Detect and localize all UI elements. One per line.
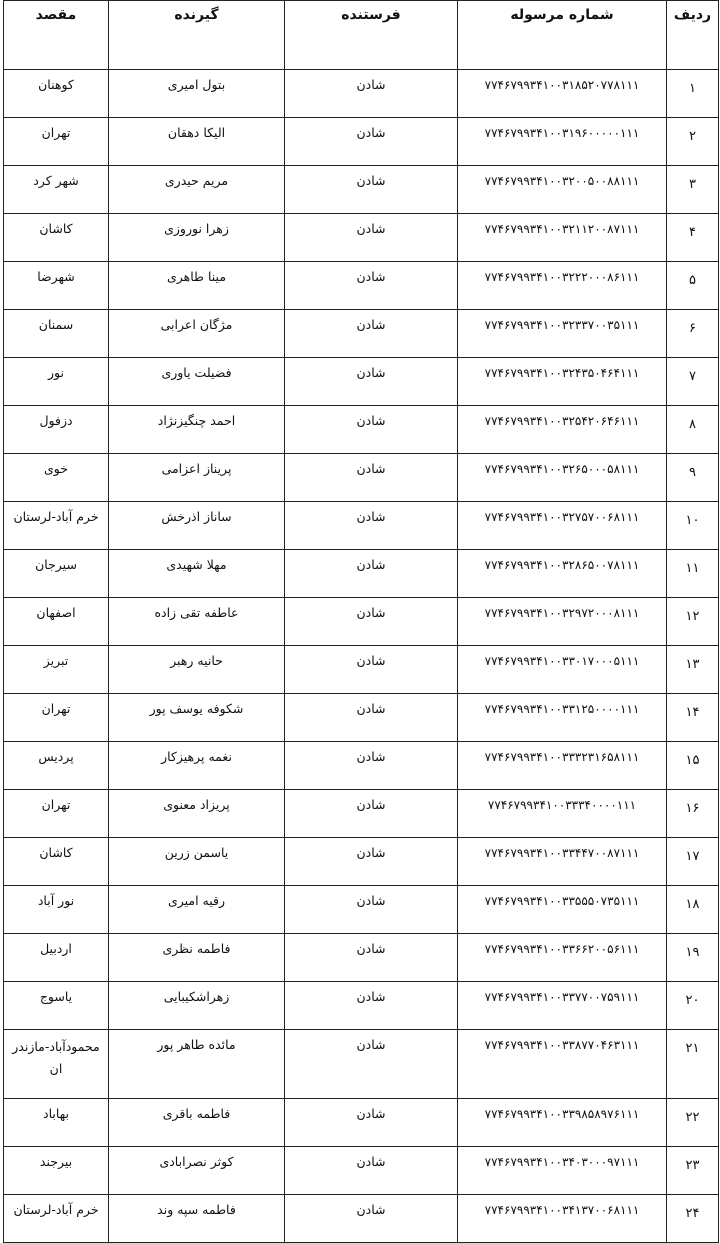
destination-cell: بیرجند	[4, 1147, 109, 1195]
sender-cell: شادن	[285, 166, 458, 214]
destination-cell: اردبیل	[4, 934, 109, 982]
row-index-cell: ۱۴	[667, 694, 719, 742]
sender-cell: شادن	[285, 982, 458, 1030]
receiver-cell: پریناز اعزامی	[109, 454, 285, 502]
receiver-cell: ساناز اذرخش	[109, 502, 285, 550]
destination-cell: تهران	[4, 118, 109, 166]
receiver-cell: مژگان اعرابی	[109, 310, 285, 358]
destination-cell: سیرجان	[4, 550, 109, 598]
sender-cell: شادن	[285, 214, 458, 262]
row-index-cell: ۵	[667, 262, 719, 310]
receiver-cell: فاطمه نظری	[109, 934, 285, 982]
row-index-cell: ۳	[667, 166, 719, 214]
row-index-cell: ۸	[667, 406, 719, 454]
table-row	[4, 646, 719, 694]
sender-cell: شادن	[285, 118, 458, 166]
destination-cell: اصفهان	[4, 598, 109, 646]
destination-cell: شهر کرد	[4, 166, 109, 214]
row-index-cell: ۱۶	[667, 790, 719, 838]
table-row	[4, 70, 719, 118]
tracking-number-cell: ۷۷۴۶۷۹۹۳۴۱۰۰۳۴۰۳۰۰۰۹۷۱۱۱	[458, 1147, 667, 1195]
table-row	[4, 1147, 719, 1195]
row-index-cell: ۹	[667, 454, 719, 502]
sender-cell: شادن	[285, 454, 458, 502]
receiver-cell: حانیه رهبر	[109, 646, 285, 694]
destination-cell: کاشان	[4, 838, 109, 886]
table-row	[4, 214, 719, 262]
receiver-cell: رقیه امیری	[109, 886, 285, 934]
receiver-cell: زهرا نوروزی	[109, 214, 285, 262]
receiver-cell: فضیلت یاوری	[109, 358, 285, 406]
receiver-cell: عاطفه تقی زاده	[109, 598, 285, 646]
tracking-number-cell: ۷۷۴۶۷۹۹۳۴۱۰۰۳۳۸۷۷۰۴۶۳۱۱۱	[458, 1030, 667, 1099]
table-row	[4, 310, 719, 358]
receiver-cell: مینا طاهری	[109, 262, 285, 310]
tracking-number-cell: ۷۷۴۶۷۹۹۳۴۱۰۰۳۳۷۷۰۰۷۵۹۱۱۱	[458, 982, 667, 1030]
table-row	[4, 118, 719, 166]
row-index-cell: ۲۴	[667, 1195, 719, 1243]
destination-cell: شهرضا	[4, 262, 109, 310]
receiver-cell: احمد چنگیزنژاد	[109, 406, 285, 454]
row-index-cell: ۱۷	[667, 838, 719, 886]
destination-cell: تهران	[4, 694, 109, 742]
row-index-cell: ۱۰	[667, 502, 719, 550]
tracking-number-cell: ۷۷۴۶۷۹۹۳۴۱۰۰۳۲۹۷۲۰۰۰۸۱۱۱	[458, 598, 667, 646]
row-index-cell: ۴	[667, 214, 719, 262]
receiver-cell: زهراشکیبایی	[109, 982, 285, 1030]
destination-cell: بهاباد	[4, 1099, 109, 1147]
row-index-cell: ۲۳	[667, 1147, 719, 1195]
destination-cell: نور	[4, 358, 109, 406]
tracking-number-cell: ۷۷۴۶۷۹۹۳۴۱۰۰۳۳۵۵۵۰۷۳۵۱۱۱	[458, 886, 667, 934]
table-row	[4, 790, 719, 838]
header-index: ردیف	[667, 1, 719, 70]
table-row	[4, 358, 719, 406]
row-index-cell: ۲	[667, 118, 719, 166]
tracking-number-cell: ۷۷۴۶۷۹۹۳۴۱۰۰۳۳۳۲۳۱۶۵۸۱۱۱	[458, 742, 667, 790]
sender-cell: شادن	[285, 406, 458, 454]
row-index-cell: ۱۹	[667, 934, 719, 982]
sender-cell: شادن	[285, 838, 458, 886]
tracking-number-cell: ۷۷۴۶۷۹۹۳۴۱۰۰۳۲۵۴۲۰۶۴۶۱۱۱	[458, 406, 667, 454]
destination-cell: تهران	[4, 790, 109, 838]
header-row	[4, 1, 719, 70]
destination-cell: کوهنان	[4, 70, 109, 118]
sender-cell: شادن	[285, 934, 458, 982]
sender-cell: شادن	[285, 1195, 458, 1243]
row-index-cell: ۶	[667, 310, 719, 358]
sender-cell: شادن	[285, 646, 458, 694]
tracking-number-cell: ۷۷۴۶۷۹۹۳۴۱۰۰۳۳۹۸۵۸۹۷۶۱۱۱	[458, 1099, 667, 1147]
table-row	[4, 1195, 719, 1243]
destination-cell: یاسوج	[4, 982, 109, 1030]
table-row	[4, 598, 719, 646]
table-row	[4, 166, 719, 214]
table-row	[4, 934, 719, 982]
tracking-number-cell: ۷۷۴۶۷۹۹۳۴۱۰۰۳۲۶۵۰۰۰۵۸۱۱۱	[458, 454, 667, 502]
receiver-cell: مهلا شهیدی	[109, 550, 285, 598]
tracking-number-cell: ۷۷۴۶۷۹۹۳۴۱۰۰۳۲۸۶۵۰۰۷۸۱۱۱	[458, 550, 667, 598]
tracking-number-cell: ۷۷۴۶۷۹۹۳۴۱۰۰۳۱۹۶۰۰۰۰۰۱۱۱	[458, 118, 667, 166]
sender-cell: شادن	[285, 502, 458, 550]
sender-cell: شادن	[285, 1099, 458, 1147]
tracking-number-cell: ۷۷۴۶۷۹۹۳۴۱۰۰۳۳۶۶۲۰۰۵۶۱۱۱	[458, 934, 667, 982]
row-index-cell: ۲۲	[667, 1099, 719, 1147]
tracking-number-cell: ۷۷۴۶۷۹۹۳۴۱۰۰۳۳۴۴۷۰۰۸۷۱۱۱	[458, 838, 667, 886]
receiver-cell: بتول امیری	[109, 70, 285, 118]
table-row	[4, 1030, 719, 1099]
row-index-cell: ۱۳	[667, 646, 719, 694]
receiver-cell: مائده طاهر پور	[109, 1030, 285, 1099]
destination-cell: نور آباد	[4, 886, 109, 934]
table-row	[4, 502, 719, 550]
sender-cell: شادن	[285, 790, 458, 838]
sender-cell: شادن	[285, 358, 458, 406]
sender-cell: شادن	[285, 742, 458, 790]
receiver-cell: فاطمه سپه وند	[109, 1195, 285, 1243]
sender-cell: شادن	[285, 310, 458, 358]
tracking-number-cell: ۷۷۴۶۷۹۹۳۴۱۰۰۳۲۷۵۷۰۰۶۸۱۱۱	[458, 502, 667, 550]
receiver-cell: الیکا دهقان	[109, 118, 285, 166]
header-tracking: شماره مرسوله	[458, 1, 667, 70]
destination-cell: خرم آباد-لرستان	[4, 1195, 109, 1243]
table-row	[4, 406, 719, 454]
tracking-number-cell: ۷۷۴۶۷۹۹۳۴۱۰۰۳۲۴۳۵۰۴۶۴۱۱۱	[458, 358, 667, 406]
tracking-number-cell: ۷۷۴۶۷۹۹۳۴۱۰۰۳۳۱۲۵۰۰۰۰۱۱۱	[458, 694, 667, 742]
destination-cell: سمنان	[4, 310, 109, 358]
tracking-number-cell: ۷۷۴۶۷۹۹۳۴۱۰۰۳۳۳۴۰۰۰۰۱۱۱	[458, 790, 667, 838]
destination-cell: خوی	[4, 454, 109, 502]
row-index-cell: ۱۲	[667, 598, 719, 646]
row-index-cell: ۲۰	[667, 982, 719, 1030]
table-row	[4, 550, 719, 598]
sender-cell: شادن	[285, 70, 458, 118]
tracking-number-cell: ۷۷۴۶۷۹۹۳۴۱۰۰۳۳۰۱۷۰۰۰۵۱۱۱	[458, 646, 667, 694]
sender-cell: شادن	[285, 550, 458, 598]
shipments-table	[3, 0, 719, 1243]
destination-cell: تبریز	[4, 646, 109, 694]
table-row	[4, 262, 719, 310]
tracking-number-cell: ۷۷۴۶۷۹۹۳۴۱۰۰۳۱۸۵۲۰۷۷۸۱۱۱	[458, 70, 667, 118]
row-index-cell: ۱۱	[667, 550, 719, 598]
sender-cell: شادن	[285, 598, 458, 646]
destination-cell: خرم آباد-لرستان	[4, 502, 109, 550]
tracking-number-cell: ۷۷۴۶۷۹۹۳۴۱۰۰۳۲۱۱۲۰۰۸۷۱۱۱	[458, 214, 667, 262]
table-row	[4, 1099, 719, 1147]
sender-cell: شادن	[285, 886, 458, 934]
sender-cell: شادن	[285, 694, 458, 742]
destination-cell: پردیس	[4, 742, 109, 790]
receiver-cell: فاطمه باقری	[109, 1099, 285, 1147]
table-row	[4, 742, 719, 790]
table-row	[4, 838, 719, 886]
receiver-cell: مریم حیدری	[109, 166, 285, 214]
table-row	[4, 454, 719, 502]
header-destination: مقصد	[4, 1, 109, 70]
row-index-cell: ۱۸	[667, 886, 719, 934]
row-index-cell: ۱۵	[667, 742, 719, 790]
tracking-number-cell: ۷۷۴۶۷۹۹۳۴۱۰۰۳۲۳۳۷۰۰۳۵۱۱۱	[458, 310, 667, 358]
tracking-number-cell: ۷۷۴۶۷۹۹۳۴۱۰۰۳۴۱۳۷۰۰۶۸۱۱۱	[458, 1195, 667, 1243]
table-row	[4, 886, 719, 934]
header-sender: فرستنده	[285, 1, 458, 70]
tracking-number-cell: ۷۷۴۶۷۹۹۳۴۱۰۰۳۲۲۲۰۰۰۸۶۱۱۱	[458, 262, 667, 310]
header-receiver: گیرنده	[109, 1, 285, 70]
receiver-cell: نغمه پرهیزکار	[109, 742, 285, 790]
receiver-cell: کوثر نصرابادی	[109, 1147, 285, 1195]
receiver-cell: پریزاد معنوی	[109, 790, 285, 838]
row-index-cell: ۲۱	[667, 1030, 719, 1099]
sender-cell: شادن	[285, 1030, 458, 1099]
sender-cell: شادن	[285, 1147, 458, 1195]
tracking-number-cell: ۷۷۴۶۷۹۹۳۴۱۰۰۳۲۰۰۵۰۰۸۸۱۱۱	[458, 166, 667, 214]
receiver-cell: شکوفه یوسف پور	[109, 694, 285, 742]
row-index-cell: ۷	[667, 358, 719, 406]
destination-cell: محمودآباد-مازندر ان	[4, 1030, 109, 1099]
receiver-cell: یاسمن زرین	[109, 838, 285, 886]
row-index-cell: ۱	[667, 70, 719, 118]
destination-cell: کاشان	[4, 214, 109, 262]
table-row	[4, 694, 719, 742]
destination-cell: دزفول	[4, 406, 109, 454]
sender-cell: شادن	[285, 262, 458, 310]
